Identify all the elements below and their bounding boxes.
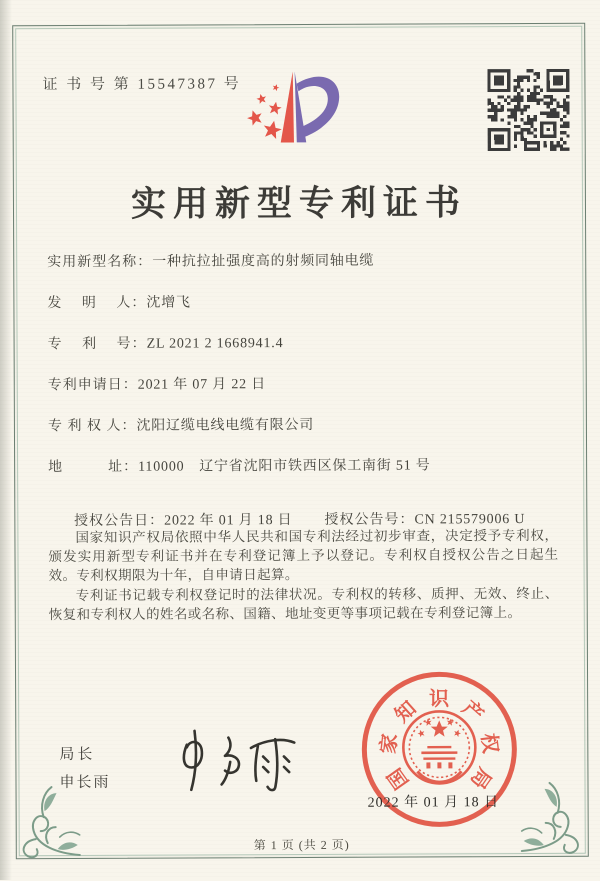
field-label: 专利申请日：: [47, 377, 138, 394]
certificate-number: 证 书 号 第 15547387 号: [42, 76, 242, 94]
svg-text:家: 家: [377, 732, 402, 755]
field-value: 沈阳辽缆电线电缆有限公司: [136, 417, 315, 434]
field-row-patentee: [48, 415, 564, 437]
grant-date-label: 授权公告日：: [74, 513, 165, 529]
field-label: 实用新型名称：: [47, 254, 153, 271]
field-value: 一种抗拉扯强度高的射频同轴电缆: [152, 253, 375, 270]
field-row-inventor: [47, 292, 563, 314]
svg-text:权: 权: [476, 732, 502, 755]
legal-paragraph-2: 专利证书记载专利权登记时的法律状况。专利权的转移、质押、无效、终止、恢复和专利权人的姓名或名称、国籍、地址变更等事项记载在专利登记簿上。: [48, 585, 559, 622]
corner-ornament-icon: [13, 781, 85, 861]
grant-no-label: 授权公告号：: [324, 512, 415, 528]
field-row-patent-no: [48, 333, 564, 355]
seal-date: 2022 年 01 月 18 日: [367, 795, 500, 811]
svg-text:产: 产: [457, 697, 488, 727]
field-label: 专 利 权 人：: [47, 418, 137, 435]
field-value: ZL 2021 2 1668941.4: [146, 336, 284, 352]
seal-ring-text: [375, 687, 503, 793]
field-row-filing-date: [48, 374, 564, 396]
svg-text:识: 识: [429, 688, 450, 711]
grant-date-value: 2022 年 01 月 18 日: [164, 513, 293, 529]
svg-text:国: 国: [383, 763, 414, 793]
legal-paragraph-1: 国家知识产权局依照中华人民共和国专利法经过初步审查，决定授予专利权，颁发实用新型专利证书并在专利登记簿上予以登记。专利权自授权公告之日起生效。专利权期限为十年，自申请日起算。: [48, 527, 559, 584]
field-value: 2021 年 07 月 22 日: [137, 377, 267, 393]
field-row-address: [48, 456, 564, 478]
field-row-name: [47, 251, 563, 273]
field-list: [47, 251, 564, 573]
field-value: 110000 辽宁省沈阳市铁西区保工南街 51 号: [138, 458, 431, 475]
certificate-title: 实用新型专利证书: [130, 183, 468, 224]
field-value: 沈增飞: [146, 295, 191, 311]
handwritten-signature: [159, 720, 311, 799]
cnipa-logo-icon: [246, 66, 350, 164]
grant-no-value: CN 215579006 U: [414, 512, 526, 528]
signer-title: 局长: [59, 746, 96, 764]
field-label: 发 明 人：: [47, 295, 147, 312]
svg-text:知: 知: [391, 697, 421, 728]
field-label: 地 址：: [48, 459, 139, 476]
corner-ornament-icon: [515, 777, 587, 857]
field-label: 专 利 号：: [47, 336, 147, 353]
page-number: 第 1 页 (共 2 页): [253, 837, 350, 853]
svg-text:局: 局: [465, 763, 496, 793]
legal-text: [48, 526, 558, 624]
signer-name: 申长雨: [59, 774, 111, 792]
qr-code: [487, 69, 569, 151]
